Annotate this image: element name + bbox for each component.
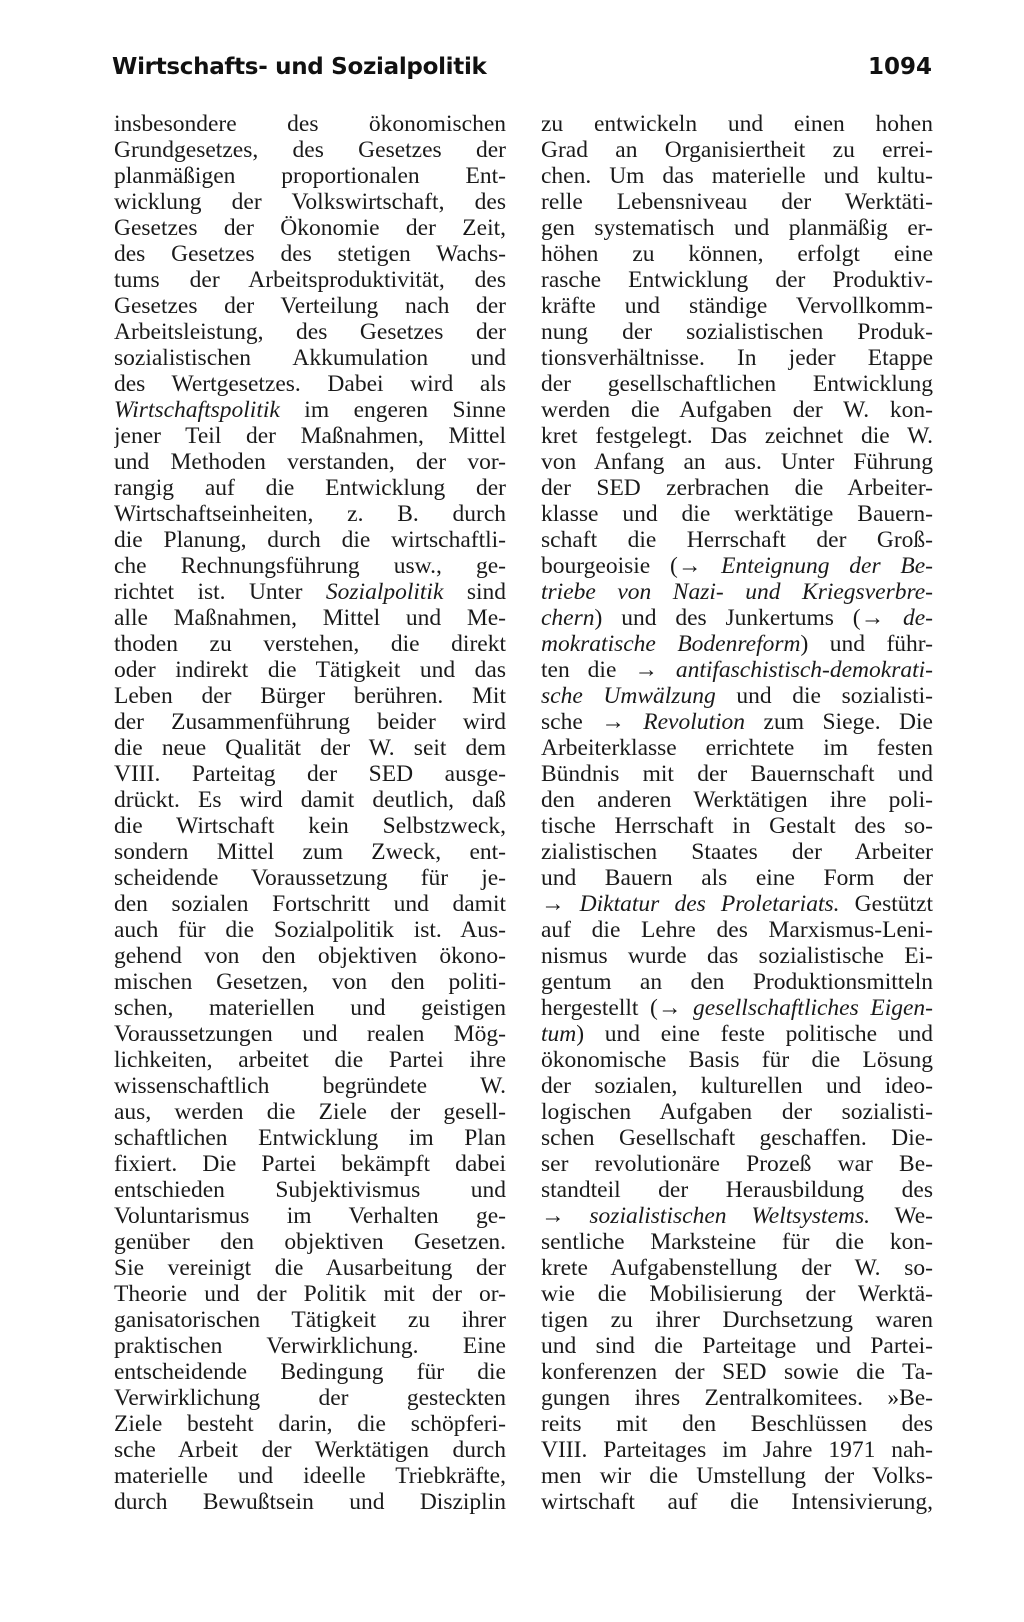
line-text: Bündnis mit der Bauernschaft und (541, 761, 933, 787)
text-line (114, 1047, 506, 1073)
line-text: und Bauern als eine Form der (541, 865, 933, 891)
text-line (541, 189, 933, 215)
line-text: zialistischen Staates der Arbeiter (541, 839, 933, 865)
text-line (114, 241, 506, 267)
text-line (114, 189, 506, 215)
line-text: des Gesetzes des stetigen Wachs- (114, 241, 506, 267)
line-text: konferenzen der SED sowie die Ta- (541, 1359, 933, 1385)
text-line (114, 397, 506, 423)
text-line (114, 1229, 506, 1255)
text-line (114, 553, 506, 579)
text-line (114, 605, 506, 631)
text-line (541, 1359, 933, 1385)
page-number: 1094 (867, 54, 932, 80)
text-line (114, 709, 506, 735)
line-text: nung der sozialistischen Produk- (541, 319, 933, 345)
text-line (114, 1307, 506, 1333)
text-line (541, 1385, 933, 1411)
line-text: klasse und die werktätige Bauern- (541, 501, 933, 527)
line-text: wie die Mobilisierung der Werktä- (541, 1281, 933, 1307)
line-text: entscheidende Bedingung für die (114, 1359, 506, 1385)
line-text: der SED zerbrachen die Arbeiter- (541, 475, 933, 501)
text-line (114, 293, 506, 319)
text-line (114, 917, 506, 943)
text-line (541, 553, 933, 579)
text-line (114, 319, 506, 345)
line-text: Arbeitsleistung, des Gesetzes der (114, 319, 506, 345)
text-line (541, 527, 933, 553)
line-text: gehend von den objektiven ökono- (114, 943, 506, 969)
text-line (541, 579, 933, 605)
line-text: zum Siege. Die (745, 709, 933, 735)
line-text: nismus wurde das sozialistische Ei- (541, 943, 933, 969)
line-text: lichkeiten, arbeitet die Partei ihre (114, 1047, 506, 1073)
line-text: standteil der Herausbildung des (541, 1177, 933, 1203)
text-line (114, 865, 506, 891)
line-text: die Wirtschaft kein Selbstzweck, (114, 813, 506, 839)
line-text: men wir die Umstellung der Volks- (541, 1463, 933, 1489)
italic-term: Sozialpolitik (325, 579, 444, 605)
line-text: drückt. Es wird damit deutlich, daß (114, 787, 506, 813)
text-line (114, 1151, 506, 1177)
line-text: rasche Entwicklung der Produktiv- (541, 267, 933, 293)
text-column-left (114, 111, 506, 1515)
line-text: insbesondere des ökonomischen (114, 111, 506, 137)
text-line (541, 293, 933, 319)
text-line (114, 1073, 506, 1099)
line-text: oder indirekt die Tätigkeit und das (114, 657, 506, 683)
line-text: gentum an den Produktionsmitteln (541, 969, 933, 995)
text-line (541, 137, 933, 163)
text-line (541, 631, 933, 657)
line-text: Grad an Organisiertheit zu errei- (541, 137, 933, 163)
text-line (541, 839, 933, 865)
line-text: auch für die Sozialpolitik ist. Aus- (114, 917, 506, 943)
text-line (541, 683, 933, 709)
italic-term: sche Umwälzung (541, 683, 716, 709)
text-line (114, 475, 506, 501)
text-line (114, 1489, 506, 1515)
text-line (541, 995, 933, 1021)
line-text: kräfte und ständige Vervollkomm- (541, 293, 933, 319)
text-line (541, 475, 933, 501)
line-text: genüber den objektiven Gesetzen. (114, 1229, 506, 1255)
text-line (114, 345, 506, 371)
text-line (541, 943, 933, 969)
line-text: schen, materiellen und geistigen (114, 995, 506, 1021)
line-text: Voraussetzungen und realen Mög- (114, 1021, 506, 1047)
line-text: ) und eine feste politische und (576, 1021, 933, 1047)
line-text: krete Aufgabenstellung der W. so- (541, 1255, 933, 1281)
line-text: Leben der Bürger berühren. Mit (114, 683, 506, 709)
text-line (541, 1203, 933, 1229)
text-line (541, 709, 933, 735)
text-line (114, 1333, 506, 1359)
text-line (541, 1125, 933, 1151)
line-text: schen Gesellschaft geschaffen. Die- (541, 1125, 933, 1151)
line-text: kret festgelegt. Das zeichnet die W. (541, 423, 933, 449)
text-line (541, 605, 933, 631)
text-line (114, 943, 506, 969)
italic-term: gesellschaftliches Eigen- (693, 995, 933, 1021)
text-line (541, 397, 933, 423)
text-line (541, 735, 933, 761)
italic-term: Revolution (643, 709, 746, 735)
text-line (114, 657, 506, 683)
line-text: werden die Aufgaben der W. kon- (541, 397, 933, 423)
line-text: chen. Um das materielle und kultu- (541, 163, 933, 189)
text-line (114, 137, 506, 163)
line-text: thoden zu verstehen, die direkt (114, 631, 506, 657)
text-line (541, 1437, 933, 1463)
line-text: entschieden Subjektivismus und (114, 1177, 506, 1203)
line-text: ten die → (541, 657, 676, 683)
text-line (114, 215, 506, 241)
line-text: von Anfang an aus. Unter Führung (541, 449, 933, 475)
line-text: gungen ihres Zentralkomitees. »Be- (541, 1385, 933, 1411)
line-text: ökonomische Basis für die Lösung (541, 1047, 933, 1073)
line-text: wicklung der Volkswirtschaft, des (114, 189, 506, 215)
text-line (541, 657, 933, 683)
italic-term: sozialistischen Weltsystems. (589, 1203, 870, 1229)
line-text: der sozialen, kulturellen und ideo- (541, 1073, 933, 1099)
text-line (114, 1125, 506, 1151)
line-text: mischen Gesetzen, von den politi- (114, 969, 506, 995)
text-line (541, 111, 933, 137)
text-line (114, 501, 506, 527)
text-line (541, 1463, 933, 1489)
text-line (541, 423, 933, 449)
text-line (541, 891, 933, 917)
line-text: → (541, 891, 580, 917)
line-text: sondern Mittel zum Zweck, ent- (114, 839, 506, 865)
text-line (114, 449, 506, 475)
text-line (114, 631, 506, 657)
text-line (114, 267, 506, 293)
line-text: auf die Lehre des Marxismus-Leni- (541, 917, 933, 943)
line-text: che Rechnungsführung usw., ge- (114, 553, 506, 579)
text-line (541, 1151, 933, 1177)
italic-term: chern (541, 605, 595, 631)
line-text: Wirtschaftseinheiten, z. B. durch (114, 501, 506, 527)
line-text: des Wertgesetzes. Dabei wird als (114, 371, 506, 397)
line-text: wissenschaftlich begründete W. (114, 1073, 506, 1099)
line-text: relle Lebensniveau der Werktäti- (541, 189, 933, 215)
line-text: tionsverhältnisse. In jeder Etappe (541, 345, 933, 371)
line-text: jener Teil der Maßnahmen, Mittel (114, 423, 506, 449)
text-line (541, 969, 933, 995)
line-text: im engeren Sinne (279, 397, 506, 423)
text-line (114, 579, 506, 605)
text-line (114, 1021, 506, 1047)
text-line (114, 1411, 506, 1437)
text-line (114, 813, 506, 839)
text-line (114, 839, 506, 865)
line-text: tums der Arbeitsproduktivität, des (114, 267, 506, 293)
text-line (114, 1463, 506, 1489)
line-text: ser revolutionäre Prozeß war Be- (541, 1151, 933, 1177)
line-text: Sie vereinigt die Ausarbeitung der (114, 1255, 506, 1281)
text-line (541, 865, 933, 891)
text-line (541, 345, 933, 371)
line-text: und Methoden verstanden, der vor- (114, 449, 506, 475)
italic-term: Wirtschaftspolitik (114, 397, 280, 423)
text-line (114, 423, 506, 449)
text-line (541, 1411, 933, 1437)
italic-term: triebe von Nazi- und Kriegsverbre- (541, 579, 933, 605)
line-text: VIII. Parteitag der SED ausge- (114, 761, 506, 787)
text-line (541, 761, 933, 787)
line-text: sozialistischen Akkumulation und (114, 345, 506, 371)
line-text: tigen zu ihrer Durchsetzung waren (541, 1307, 933, 1333)
line-text: ) und des Junkertums (→ (594, 605, 903, 631)
text-line (114, 683, 506, 709)
text-line (114, 735, 506, 761)
line-text: Theorie und der Politik mit der or- (114, 1281, 506, 1307)
text-line (541, 1229, 933, 1255)
text-line (114, 111, 506, 137)
italic-term: tum (541, 1021, 577, 1047)
line-text: bourgeoisie (→ (541, 553, 722, 579)
text-line (541, 449, 933, 475)
text-line (114, 1099, 506, 1125)
line-text: den sozialen Fortschritt und damit (114, 891, 506, 917)
text-line (541, 787, 933, 813)
text-line (114, 1281, 506, 1307)
text-line (541, 1099, 933, 1125)
line-text: Grundgesetzes, des Gesetzes der (114, 137, 506, 163)
italic-term: mokratische Bodenreform (541, 631, 801, 657)
line-text: praktischen Verwirklichung. Eine (114, 1333, 506, 1359)
italic-term: de- (902, 605, 933, 631)
text-line (541, 241, 933, 267)
text-line (541, 1073, 933, 1099)
line-text: hergestellt (→ (541, 995, 693, 1021)
line-text: planmäßigen proportionalen Ent- (114, 163, 506, 189)
text-line (114, 761, 506, 787)
line-text: schaftlichen Entwicklung im Plan (114, 1125, 506, 1151)
line-text: der gesellschaftlichen Entwicklung (541, 371, 933, 397)
line-text: und sind die Parteitage und Partei- (541, 1333, 933, 1359)
line-text: sche Arbeit der Werktätigen durch (114, 1437, 506, 1463)
text-line (114, 1359, 506, 1385)
line-text: wirtschaft auf die Intensivierung, (541, 1489, 933, 1515)
italic-term: Enteignung der Be- (721, 553, 933, 579)
text-line (541, 1489, 933, 1515)
line-text: die Planung, durch die wirtschaftli- (114, 527, 506, 553)
text-line (541, 1255, 933, 1281)
text-line (114, 969, 506, 995)
line-text: We- (869, 1203, 933, 1229)
line-text: und die sozialisti- (715, 683, 933, 709)
line-text: sentliche Marksteine für die kon- (541, 1229, 933, 1255)
line-text: schaft die Herrschaft der Groß- (541, 527, 933, 553)
line-text: tische Herrschaft in Gestalt des so- (541, 813, 933, 839)
line-text: materielle und ideelle Triebkräfte, (114, 1463, 506, 1489)
line-text: Verwirklichung der gesteckten (114, 1385, 506, 1411)
text-line (541, 1047, 933, 1073)
line-text: rangig auf die Entwicklung der (114, 475, 506, 501)
page-header (112, 54, 932, 94)
italic-term: Diktatur des Proletariats. (579, 891, 840, 917)
line-text: Arbeiterklasse errichtete im festen (541, 735, 933, 761)
text-line (541, 1281, 933, 1307)
running-title: Wirtschafts- und Sozialpolitik (112, 54, 487, 80)
text-line (541, 1177, 933, 1203)
text-line (541, 371, 933, 397)
text-line (114, 1255, 506, 1281)
text-line (114, 787, 506, 813)
text-line (541, 1333, 933, 1359)
line-text: scheidende Voraussetzung für je- (114, 865, 506, 891)
text-line (114, 1177, 506, 1203)
line-text: die neue Qualität der W. seit dem (114, 735, 506, 761)
line-text: → (541, 1203, 590, 1229)
text-line (114, 371, 506, 397)
text-line (114, 1437, 506, 1463)
line-text: höhen zu können, erfolgt eine (541, 241, 933, 267)
text-line (114, 163, 506, 189)
text-line (114, 1385, 506, 1411)
text-line (541, 1307, 933, 1333)
line-text: Gesetzes der Verteilung nach der (114, 293, 506, 319)
line-text: Ziele besteht darin, die schöpferi- (114, 1411, 506, 1437)
line-text: ) und führ- (800, 631, 933, 657)
line-text: durch Bewußtsein und Disziplin (114, 1489, 506, 1515)
line-text: sche → (541, 709, 644, 735)
line-text: den anderen Werktätigen ihre poli- (541, 787, 933, 813)
line-text: gen systematisch und planmäßig er- (541, 215, 933, 241)
line-text: logischen Aufgaben der sozialisti- (541, 1099, 933, 1125)
text-column-right (541, 111, 933, 1515)
line-text: alle Maßnahmen, Mittel und Me- (114, 605, 506, 631)
text-line (541, 163, 933, 189)
text-line (541, 501, 933, 527)
line-text: reits mit den Beschlüssen des (541, 1411, 933, 1437)
line-text: zu entwickeln und einen hohen (541, 111, 933, 137)
text-line (541, 267, 933, 293)
text-line (541, 319, 933, 345)
text-line (541, 917, 933, 943)
line-text: fixiert. Die Partei bekämpft dabei (114, 1151, 506, 1177)
text-line (114, 1203, 506, 1229)
line-text: Voluntarismus im Verhalten ge- (114, 1203, 506, 1229)
line-text: VIII. Parteitages im Jahre 1971 nah- (541, 1437, 933, 1463)
line-text: ganisatorischen Tätigkeit zu ihrer (114, 1307, 506, 1333)
text-line (541, 215, 933, 241)
italic-term: antifaschistisch-demokrati- (675, 657, 933, 683)
line-text: aus, werden die Ziele der gesell- (114, 1099, 506, 1125)
line-text: der Zusammenführung beider wird (114, 709, 506, 735)
line-text: Gestützt (839, 891, 933, 917)
line-text: richtet ist. Unter (114, 579, 326, 605)
text-line (114, 891, 506, 917)
line-text: Gesetzes der Ökonomie der Zeit, (114, 215, 506, 241)
text-line (541, 813, 933, 839)
text-line (114, 527, 506, 553)
line-text: sind (443, 579, 506, 605)
text-line (541, 1021, 933, 1047)
text-line (114, 995, 506, 1021)
